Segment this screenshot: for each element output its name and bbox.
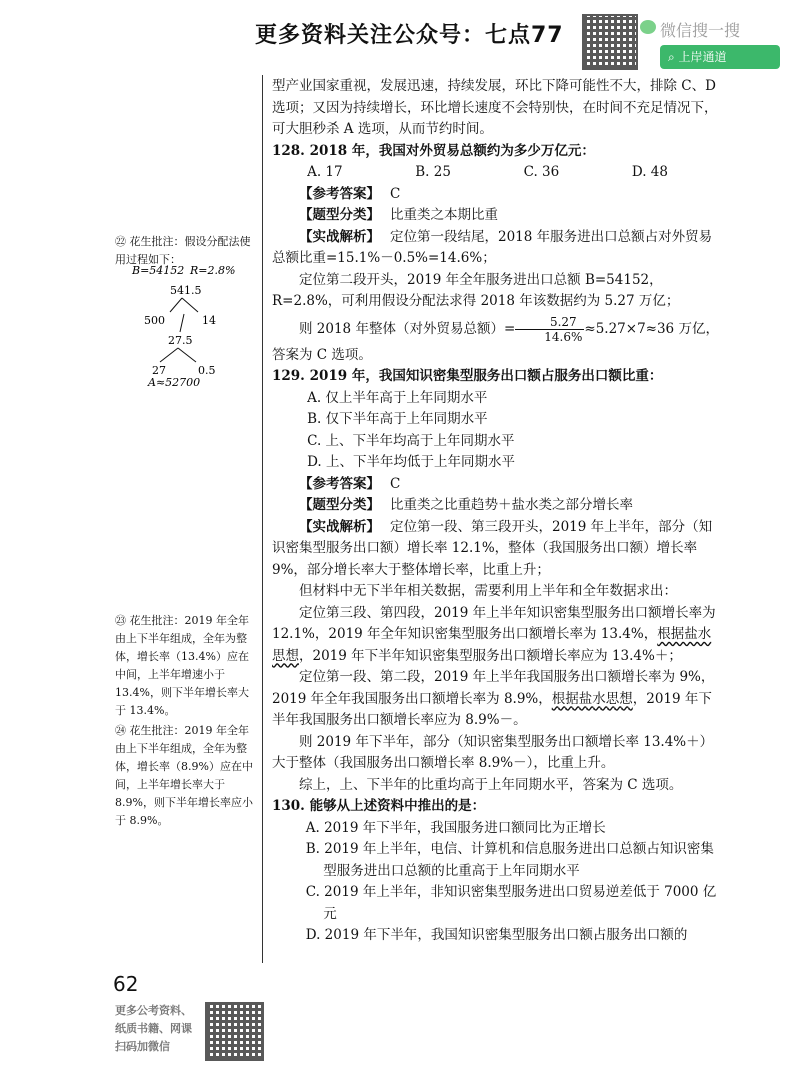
footer-promo-text [115,1002,192,1056]
q129-analysis-2: 但材料中无下半年相关数据，需要利用上半年和全年数据求出： [299,583,677,599]
page-number: 62 [113,972,139,996]
footer-qr-code [205,1002,264,1061]
analysis-text: ≈5.27×7≈36 万亿， [584,320,719,337]
q128-analysis-3 [272,313,722,345]
tree-n4r: 0.5 [198,364,216,377]
q128-option-a: A. 17 [307,164,343,180]
tree-n2l: 500 [144,314,165,327]
q129-analysis-1 [272,517,722,582]
tree-top-right: R=2.8% [190,264,236,277]
q129-option-b: B. 仅下半年高于上年同期水平 [307,411,488,427]
tree-top-left: B=54152 [132,264,185,277]
column-divider [262,75,263,963]
q130-option-b: B. 2019 年上半年，电信、计算机和信息服务进出口总额占知识密集型服务进出口总额的比重高于上年同期水平 [305,841,714,879]
tree-n4l: 27 [152,364,166,377]
q128-answer [272,184,722,206]
tree-result: A≈52700 [148,376,201,387]
answer-label: 【参考答案】 [299,185,380,202]
question-128: 128. 2018 年，我国对外贸易总额约为多少万亿元： [272,142,595,159]
type-value: 比重类之本期比重 [390,207,498,223]
q129-analysis-4 [272,667,722,732]
analysis-label: 【实战解析】 [299,228,380,245]
q128-option-d: D. 48 [631,164,668,180]
tree-n1: 541.5 [170,284,202,297]
analysis-text: 定位第一段、第二段，2019 年上半年我国服务出口额增长率为 9%，2019 年全年我国服务出口额增长率为 8.9%， [272,669,715,707]
q128-options [272,162,722,184]
promo-line: 扫码加微信 [115,1040,170,1053]
q130-option-a: A. 2019 年下半年，我国服务进口额同比为正增长 [305,819,606,836]
q129-type [272,495,722,517]
tree-edge [180,314,184,332]
q129-analysis-5: 则 2019 年下半年，部分（知识密集型服务出口额增长率 13.4%＋）大于整体（我国服务出口额增长率 8.9%－），比重上升。 [272,733,714,771]
analysis-text: ，2019 年下半年知识密集型服务出口额增长率应为 13.4%＋； [299,647,682,664]
tree-edge [160,348,178,362]
type-label: 【题型分类】 [299,207,380,223]
type-value: 比重类之比重趋势＋盐水类之部分增长率 [390,497,633,513]
answer-label: 【参考答案】 [299,475,380,492]
q129-option-a: A. 仅上半年高于上年同期水平 [307,389,488,406]
sidebar-note-3: ㉔ 花生批注：2019 年全年由上下半年组成，全年为整体，增长率（8.9%）应在中间，上半年增长率大于 8.9%，则下半年增长率应小于 8.9%。 [115,724,253,827]
analysis-text: 定位第一段、第三段开头，2019 年上半年，部分（知识密集型服务出口额）增长率 12.1%，整体（我国服务出口额）增长率 9%，部分增长率大于整体增长率，比重上升； [272,518,713,578]
page-header-title: 更多资料关注公众号：七点77 [255,23,564,48]
answer-value: C [390,475,401,492]
allocation-tree-diagram [112,262,252,387]
tree-edge [170,298,182,312]
tree-edge [178,348,196,362]
q128-option-b: B. 25 [415,164,451,180]
q130-option-c: C. 2019 年上半年，非知识密集型服务进出口贸易逆差低于 7000 亿元 [305,884,717,922]
type-label: 【题型分类】 [299,497,380,513]
fraction-numerator: 5.27 [515,315,584,330]
wechat-icon [640,20,656,34]
header-qr-code [582,14,638,70]
answer-value: C [390,185,401,202]
promo-line: 纸质书籍、网课 [115,1022,192,1035]
wavy-emphasis: 根据盐水思想 [551,690,633,707]
analysis-text: 定位第一段结尾，2018 年服务进出口总额占对外贸易总额比重=15.1%－0.5%=14.6%； [272,228,713,266]
search-channel-button[interactable] [660,45,780,69]
q129-option-c: C. 上、下半年均高于上年同期水平 [307,432,515,449]
fraction-denominator: 14.6% [544,329,583,344]
tree-n3: 27.5 [168,334,193,347]
q128-analysis-4: 答案为 C 选项。 [272,346,372,363]
tree-n2r: 14 [202,314,216,327]
question-130: 130. 能够从上述资料中推出的是： [272,798,486,814]
q129-answer [272,474,722,496]
tree-edge [182,298,198,312]
q130-option-d: D. 2019 年下半年，我国知识密集型服务出口额占服务出口额的 [305,927,688,943]
wechat-search-label: 微信搜一搜 [660,21,741,40]
q128-analysis-2: 定位第二段开头，2019 年全年服务进出口总额 B=54152，R=2.8%，可利用假设分配法求得 2018 年该数据约为 5.27 万亿； [272,271,680,309]
fraction [515,315,584,344]
q128-analysis-1 [272,227,722,270]
wavy-emphasis: 根据盐水思想 [272,626,712,664]
q129-analysis-6: 综上，上、下半年的比重均高于上年同期水平，答案为 C 选项。 [299,776,683,793]
question-129: 129. 2019 年，我国知识密集型服务出口额占服务出口额比重： [272,368,663,384]
intro-paragraph: 型产业国家重视，发展迅速，持续发展，环比下降可能性不大，排除 C、D 选项；又因为持续增长，环比增长速度不会特别快，在时间不充足情况下，可大胆秒杀 A 选项，从而节约时间。 [272,78,718,137]
q128-option-c: C. 36 [523,164,560,180]
analysis-label: 【实战解析】 [299,518,380,535]
sidebar-note-2: ㉓ 花生批注：2019 年全年由上下半年组成，全年为整体，增长率（13.4%）应在中间，上半年增速小于 13.4%，则下半年增长率大于 13.4%。 [115,614,249,717]
search-channel-label: 上岸通道 [678,50,727,64]
search-icon: ⌕ [668,50,679,64]
analysis-text: 则 2018 年整体（对外贸易总额）= [299,320,516,337]
q129-option-d: D. 上、下半年均低于上年同期水平 [307,454,516,470]
sidebar-note-1: ㉒ 花生批注：假设分配法使用过程如下： [115,235,251,266]
promo-line: 更多公考资料、 [115,1004,192,1017]
main-content [272,76,722,947]
q128-type [272,205,722,227]
q129-analysis-3 [272,603,722,668]
analysis-text: 定位第三段、第四段，2019 年上半年知识密集型服务出口额增长率为 12.1%，2019 年全年知识密集型服务出口额增长率为 13.4%， [272,604,716,642]
analysis-text: ，2019 年下半年我国服务出口额增长率应为 8.9%－。 [272,690,712,728]
